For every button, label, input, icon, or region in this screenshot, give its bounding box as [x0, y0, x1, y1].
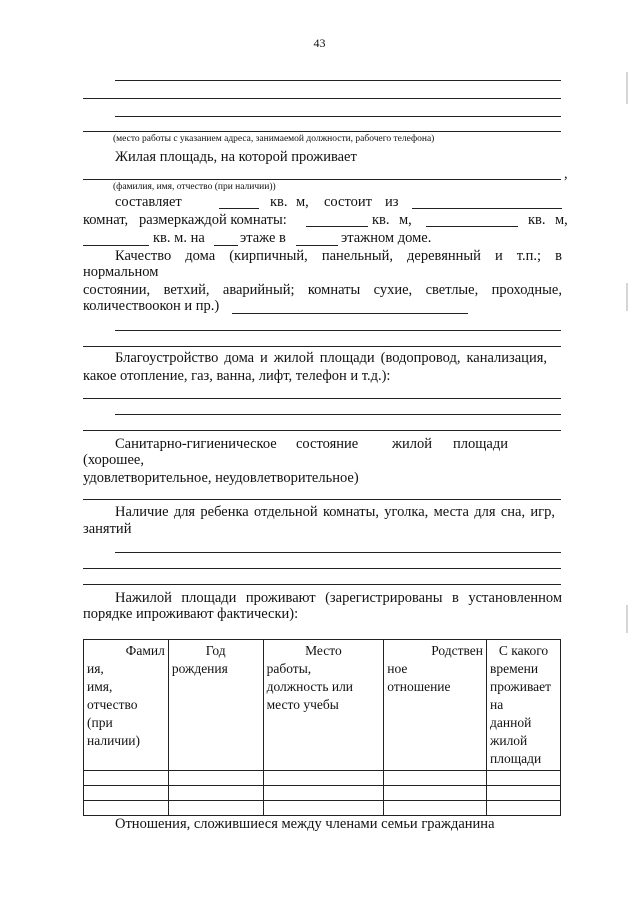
- quality-text: состоянии, ветхий, аварийный; комнаты сухие, светлые, проходные,: [83, 282, 562, 298]
- size-text: кв.: [270, 194, 288, 210]
- table-row: [84, 786, 561, 801]
- table-cell[interactable]: [84, 786, 169, 801]
- comma: ,: [564, 166, 568, 182]
- size-text: этаже в: [240, 230, 286, 246]
- blank-line[interactable]: [83, 98, 561, 99]
- size-text: размеркаждой комнаты:: [139, 212, 287, 228]
- table-cell[interactable]: [168, 786, 263, 801]
- size-text: из: [385, 194, 399, 210]
- child-room-text: занятий: [83, 521, 132, 537]
- quality-text: количествоокон и пр.): [83, 298, 220, 314]
- quality-text: нормальном: [83, 264, 159, 280]
- size-text: кв.: [372, 212, 390, 228]
- floor-field[interactable]: [214, 233, 238, 246]
- fio-line[interactable]: [83, 179, 561, 180]
- size-text: кв. м. на: [153, 230, 205, 246]
- quality-text: Качество дома (кирпичный, панельный, деревянный и т.п.; в: [115, 248, 562, 264]
- sanitary-text: Санитарно-гигиеническое: [115, 436, 277, 452]
- scan-edge-mark: [626, 283, 628, 311]
- residents-table: [83, 639, 561, 816]
- table-cell[interactable]: [487, 801, 561, 816]
- room-size-field[interactable]: [426, 214, 518, 227]
- living-space-label: Жилая площадь, на которой проживает: [115, 149, 357, 165]
- table-cell[interactable]: [168, 771, 263, 786]
- table-header-row: [84, 640, 561, 771]
- header-since: С какого времени проживает на данной жилой площади: [487, 640, 561, 771]
- floors-field[interactable]: [296, 233, 338, 246]
- residents-text: Нажилой площади проживают (зарегистрированы в установленном: [115, 590, 562, 606]
- sanitary-text: состояние: [296, 436, 359, 452]
- blank-line[interactable]: [83, 398, 561, 399]
- blank-line[interactable]: [83, 430, 561, 431]
- table-cell[interactable]: [384, 801, 487, 816]
- blank-line[interactable]: [115, 330, 561, 331]
- sanitary-text: жилой: [392, 436, 433, 452]
- page-number: 43: [313, 36, 326, 50]
- table-row: [84, 771, 561, 786]
- table-cell[interactable]: [168, 801, 263, 816]
- room-size-field[interactable]: [83, 233, 149, 246]
- header-birth-year: Год рождения: [168, 640, 263, 771]
- table-cell[interactable]: [263, 771, 384, 786]
- table-cell[interactable]: [263, 786, 384, 801]
- blank-line[interactable]: [83, 584, 561, 585]
- header-workplace: Место работы, должность или место учебы: [263, 640, 384, 771]
- size-text: м,: [399, 212, 412, 228]
- size-text: кв.: [528, 212, 546, 228]
- caption-fio: (фамилия, имя, отчество (при наличии)): [113, 182, 276, 192]
- sanitary-text: удовлетворительное, неудовлетворительное): [83, 470, 359, 486]
- scan-edge-mark: [626, 72, 628, 104]
- table-row: [84, 801, 561, 816]
- table-cell[interactable]: [384, 786, 487, 801]
- table-cell[interactable]: [84, 801, 169, 816]
- table-cell[interactable]: [487, 771, 561, 786]
- header-full-name: Фамил ия, имя, отчество (при наличии): [84, 640, 169, 771]
- table-cell[interactable]: [487, 786, 561, 801]
- blank-line[interactable]: [115, 414, 561, 415]
- size-text: комнат,: [83, 212, 129, 228]
- child-room-text: Наличие для ребенка отдельной комнаты, уголка, места для сна, игр,: [115, 504, 555, 520]
- rooms-field[interactable]: [412, 196, 562, 209]
- amenities-text: Благоустройство дома и жилой площади (водопровод, канализация,: [115, 350, 547, 366]
- header-relationship: Родствен ное отношение: [384, 640, 487, 771]
- blank-line[interactable]: [115, 80, 561, 81]
- size-text: этажном доме.: [341, 230, 432, 246]
- blank-line[interactable]: [83, 131, 561, 132]
- sanitary-text: площади: [453, 436, 508, 452]
- table-cell[interactable]: [384, 771, 487, 786]
- room-size-field[interactable]: [306, 214, 368, 227]
- blank-line[interactable]: [115, 552, 561, 553]
- caption-workplace: (место работы с указанием адреса, занимаемой должности, рабочего телефона): [113, 134, 435, 144]
- blank-line[interactable]: [115, 116, 561, 117]
- scan-edge-mark: [626, 605, 628, 633]
- blank-line[interactable]: [83, 499, 561, 500]
- size-text: состоит: [324, 194, 372, 210]
- quality-line[interactable]: [232, 313, 468, 314]
- blank-line[interactable]: [83, 346, 561, 347]
- size-text: составляет: [115, 194, 182, 210]
- amenities-text: какое отопление, газ, ванна, лифт, телефон и т.д.):: [83, 368, 391, 384]
- residents-text: порядке ипроживают фактически):: [83, 606, 299, 622]
- sanitary-text: (хорошее,: [83, 452, 144, 468]
- table-cell[interactable]: [263, 801, 384, 816]
- blank-line[interactable]: [83, 568, 561, 569]
- table-cell[interactable]: [84, 771, 169, 786]
- relations-text: Отношения, сложившиеся между членами семьи гражданина: [115, 816, 495, 832]
- size-text: м,: [296, 194, 309, 210]
- area-field[interactable]: [219, 196, 259, 209]
- size-text: м,: [555, 212, 568, 228]
